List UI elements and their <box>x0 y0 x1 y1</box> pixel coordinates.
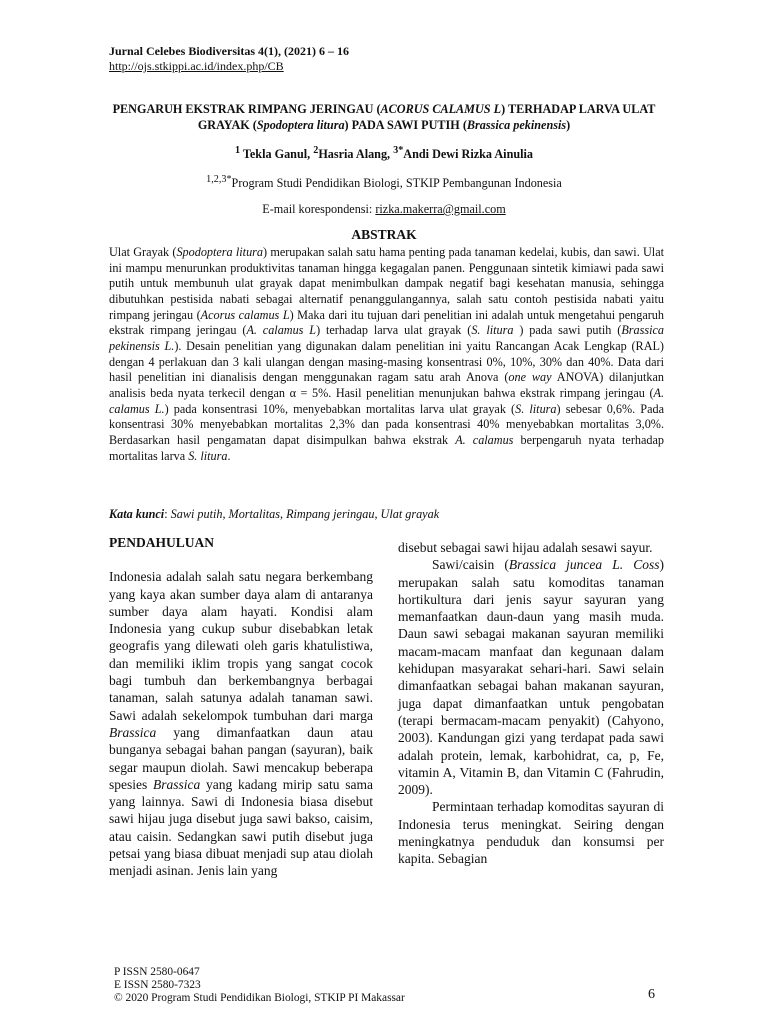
page-footer <box>114 966 405 1005</box>
abstract-text: ANOVA) dilanjutkan analisis beda nyata terkecil dengan α = 5%. Hasil penelitian menunjukan bahwa ekstrak rimpang jeringau ( <box>109 370 664 400</box>
title-text-3: ) PADA SAWI PUTIH ( <box>344 118 467 132</box>
intro-text: yang kadang mirip satu sama yang lainnya. Sawi di Indonesia biasa disebut sawi hijau juga disebut juga sawi bakso, caisim, atau caisin. Sedangkan sawi putih disebut juga petsai yang biasa dibuat menjadi sup atau diolah menjadi asinan. Jenis lain yang <box>109 776 373 879</box>
title-text-4: ) <box>566 118 571 132</box>
abstract-text: ) Maka dari itu tujuan dari penelitian ini adalah untuk mengetahui pengaruh ekstrak rimpang jeringau ( <box>109 307 664 338</box>
abstract-text: ) pada konsentrasi 10%, menyebabkan mortalitas larva ulat grayak ( <box>164 401 516 416</box>
abstract-text: . <box>227 448 231 463</box>
journal-citation: Jurnal Celebes Biodiversitas 4(1), (2021) 6 – 16 <box>109 44 349 58</box>
author-2: Hasria Alang, <box>318 147 394 162</box>
abstract-text: ) sebesar 0,6%. Pada konsentrasi 30% menyebabkan mortalitas 2,3% dan pada konsentrasi 40% menyebabkan mortalitas 3,0%. Berdasarkan hasil pengamatan dapat disimpulkan bahwa ekstrak <box>109 401 664 447</box>
abstract-text: ) terhadap larva ulat grayak ( <box>316 323 472 338</box>
abstract-text: ) pada sawi putih ( <box>519 323 622 338</box>
title-text-2: ) TERHADAP LARVA ULAT GRAYAK ( <box>197 102 656 132</box>
email-label: E-mail korespondensi: <box>262 202 376 216</box>
intro-paragraph-2 <box>398 556 664 798</box>
electronic-issn: E ISSN 2580-7323 <box>114 979 201 991</box>
keywords-colon: : <box>164 507 171 521</box>
email-link[interactable]: rizka.makerra@gmail.com <box>375 202 506 216</box>
intro-text: ) merupakan salah satu komoditas tanaman hortikultura dari jenis sayur sayuran yang memanfaatkan daun-daun yang masih muda. Daun sawi sebagai makanan sayuran memiliki macam-macam manfaat dan kegunaan dalam kehidupan masyarakat sehari-hari. Sawi selain dimanfaatkan sebagai bahan makanan sayuran, juga dapat dimanfaatkan untuk pengobatan (terapi bermacam-macam penyakit) (Cahyono, 2003). Kandungan gizi yang terdapat pada sawi adalah protein, lemak, karbohidrat, ca, p, Fe, vitamin A, Vitamin B, dan Vitamin C (Fahrudin, 2009). <box>398 557 664 798</box>
affiliation <box>100 174 668 191</box>
intro-italic: Brassica juncea L. Coss <box>508 557 660 573</box>
abstract-italic: S. litura <box>471 323 520 338</box>
section-heading: PENDAHULUAN <box>109 535 215 550</box>
keywords <box>109 507 664 522</box>
keywords-text: Sawi putih, Mortalitas, Rimpang jeringau, Ulat grayak <box>170 507 440 521</box>
abstract-italic: Spodoptera litura <box>176 245 264 259</box>
paper-title <box>100 101 668 133</box>
author-3-sup: 3* <box>393 145 404 156</box>
author-1-sup: 1 <box>234 145 241 156</box>
abstract-text: ) merupakan salah satu hama penting pada tanaman kedelai, kubis, dan sawi. Ulat ini mampu menurunkan produktivitas tanaman hingga kegagalan panen. Penggunaan sintetik kimiawi pada sawi putih untuk membunuh ulat grayak dapat menimbulkan dampak negatif bagi kesehatan manusia, sehingga dibutuhkan pestisida nabati sebagai alternatif penanggulangannya, salah satu contoh pestisida nabati yaitu rimpang jeringau ( <box>109 245 664 322</box>
title-species-3: Brassica pekinensis <box>466 118 567 132</box>
keywords-label: Kata kunci <box>109 507 165 521</box>
title-species-1: ACORUS CALAMUS L <box>380 102 502 116</box>
author-list <box>100 145 668 162</box>
copyright: © 2020 Program Studi Pendidikan Biologi, STKIP PI Makassar <box>114 992 405 1004</box>
intro-text: Indonesia adalah salah satu negara berkembang yang kaya akan sumber daya alam di antaranya sumber daya alam hayati. Kondisi alam Indonesia yang cukup subur disebabkan letak geografis yang dilewati oleh garis khatulistiwa, dan memiliki iklim tropis yang sangat cocok bagi tumbuh dan berkembangnya berbagai tanaman, salah satunya adalah tanaman sawi. Sawi adalah sekelompok tumbuhan dari marga <box>109 569 373 723</box>
abstract-italic: S. litura <box>188 448 228 463</box>
abstract-text: Ulat Grayak ( <box>109 245 177 259</box>
right-column <box>398 539 664 868</box>
print-issn: P ISSN 2580-0647 <box>114 966 200 978</box>
abstract-italic: S. litura <box>515 401 557 416</box>
title-species-2: Spodoptera litura <box>256 118 345 132</box>
intro-italic: Brassica <box>153 776 201 792</box>
intro-text: yang dimanfaatkan daun atau bunganya sebagai bahan pangan (sayuran), baik segar maupun diolah. Sawi mencakup beberapa spesies <box>109 724 373 792</box>
intro-paragraph-1 <box>109 568 373 879</box>
abstract-italic: A. calamus L. <box>109 385 664 416</box>
journal-url-link[interactable]: http://ojs.stkippi.ac.id/index.php/CB <box>109 59 284 73</box>
affiliation-sup: 1,2,3* <box>206 174 232 185</box>
left-column <box>109 534 373 880</box>
affiliation-text: Program Studi Pendidikan Biologi, STKIP Pembangunan Indonesia <box>231 176 562 191</box>
author-2-sup: 2 <box>313 145 319 156</box>
author-1: Tekla Ganul, <box>240 147 314 162</box>
author-3: Andi Dewi Rizka Ainulia <box>403 147 533 162</box>
abstract-italic: Acorus calamus L <box>200 307 290 322</box>
abstract-heading: ABSTRAK <box>351 227 417 242</box>
correspondence-email <box>100 202 668 217</box>
intro-paragraph-1-continued: disebut sebagai sawi hijau adalah sesawi sayur. <box>398 540 653 555</box>
abstract-italic: A. calamus <box>455 432 514 447</box>
page-number: 6 <box>648 987 655 1002</box>
abstract-italic: A. calamus L <box>246 323 317 338</box>
title-text-1: PENGARUH EKSTRAK RIMPANG JERINGAU ( <box>112 102 381 116</box>
abstract-text: berpengaruh nyata terhadap mortalitas larva <box>109 432 664 463</box>
abstract-italic: Brassica pekinensis L. <box>109 323 664 353</box>
abstract-body <box>109 245 664 464</box>
intro-paragraph-3: Permintaan terhadap komoditas sayuran di Indonesia terus meningkat. Seiring dengan meningkatnya penduduk dan konsumsi per kapita. Sebagian <box>398 799 664 867</box>
intro-text: Sawi/caisin ( <box>432 557 509 573</box>
abstract-text: ). Desain penelitian yang digunakan dalam penelitian ini yaitu Rancangan Acak Lengkap (RAL) dengan 4 perlakuan dan 3 kali ulangan dengan masing-masing konsentrasi 0%, 10%, 30% dan 40%. Data dari hasil penelitian ini dianalisis dengan menggunakan ragam satu arah Anova ( <box>109 338 664 385</box>
abstract-italic: one way <box>508 370 552 385</box>
intro-italic: Brassica <box>109 724 157 740</box>
